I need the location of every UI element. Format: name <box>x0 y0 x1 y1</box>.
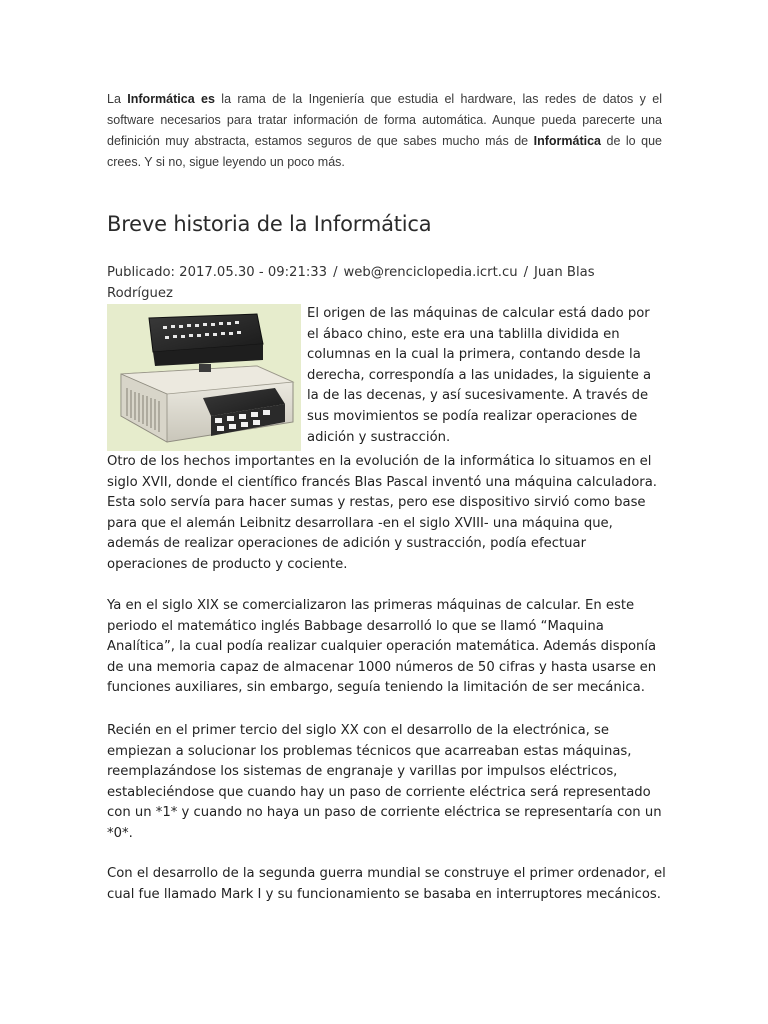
intro-bold-term-1: Informática es <box>127 92 215 106</box>
byline-separator: / <box>333 265 338 280</box>
calculating-machine-illustration <box>107 304 301 451</box>
calculating-machine-image <box>107 304 301 451</box>
intro-bold-term-2: Informática <box>533 134 602 148</box>
article-paragraph: Otro de los hechos importantes en la evolución de la informática lo situamos en el siglo XVII, donde el científico francés Blas Pascal inventó una máquina calculadora. Esta solo servía para hacer sumas y restas, pero ese dispositivo sirvió como base para que el alemán Leibnitz desarrollara -en el siglo XVIII- una máquina que, además de realizar operaciones de adición y sustracción, podía efectuar operaciones de producto y cociente. <box>107 454 657 572</box>
article-paragraph: El origen de las máquinas de calcular está dado por el ábaco chino, este era una tablilla dividida en columnas en la cual la primera, contando desde la derecha, correspondía a las unidades, la siguiente a la de las decenas, y así sucesivamente. A través de sus movimientos se podía realizar operaciones de adición y sustracción. <box>307 306 652 445</box>
article-paragraph: Ya en el siglo XIX se comercializaron las primeras máquinas de calcular. En este periodo el matemático inglés Babbage desarrolló lo que se llamó “Maquina Analítica”, la cual podía realizar cualquier operación matemática. Además disponía de una memoria capaz de almacenar 1000 números de 50 cifras y hasta usarse en funciones auxiliares, sin embargo, seguía teniendo la limitación de ser mecánica. <box>107 598 657 696</box>
intro-text-1: La <box>107 92 128 106</box>
article-byline <box>107 262 627 304</box>
published-date: Publicado: 2017.05.30 - 09:21:33 <box>107 265 328 280</box>
byline-separator: / <box>523 265 529 280</box>
article-paragraph: Recién en el primer tercio del siglo XX con el desarrollo de la electrónica, se empiezan a solucionar los problemas técnicos que acarreaban estas máquinas, reemplazándose los sistemas de engranaje y varillas por impulsos eléctricos, estableciéndose que cuando hay un paso de corriente eléctrica será representado con un *1* y cuando no haya un paso de corriente eléctrica se representaría con un *0*. <box>107 723 662 841</box>
article-title: Breve historia de la Informática <box>107 212 432 236</box>
article-paragraph: Con el desarrollo de la segunda guerra mundial se construye el primer ordenador, el cual fue llamado Mark I y su funcionamiento se basaba en interruptores mecánicos. <box>107 866 666 902</box>
author-name: Juan Blas Rodríguez <box>107 265 595 301</box>
intro-text-2: la rama de la Ingeniería que estudia el hardware, las redes de datos y el software necesarios para tratar información de forma automática. Aunque pueda parecerte una definición muy abstracta, estamos seguros de que sabes mucho más de <box>107 92 663 148</box>
author-email: web@renciclopedia.icrt.cu <box>343 265 518 280</box>
intro-text-3: de lo que crees. Y si no, sigue leyendo un poco más. <box>107 134 662 169</box>
intro-paragraph <box>107 89 662 173</box>
